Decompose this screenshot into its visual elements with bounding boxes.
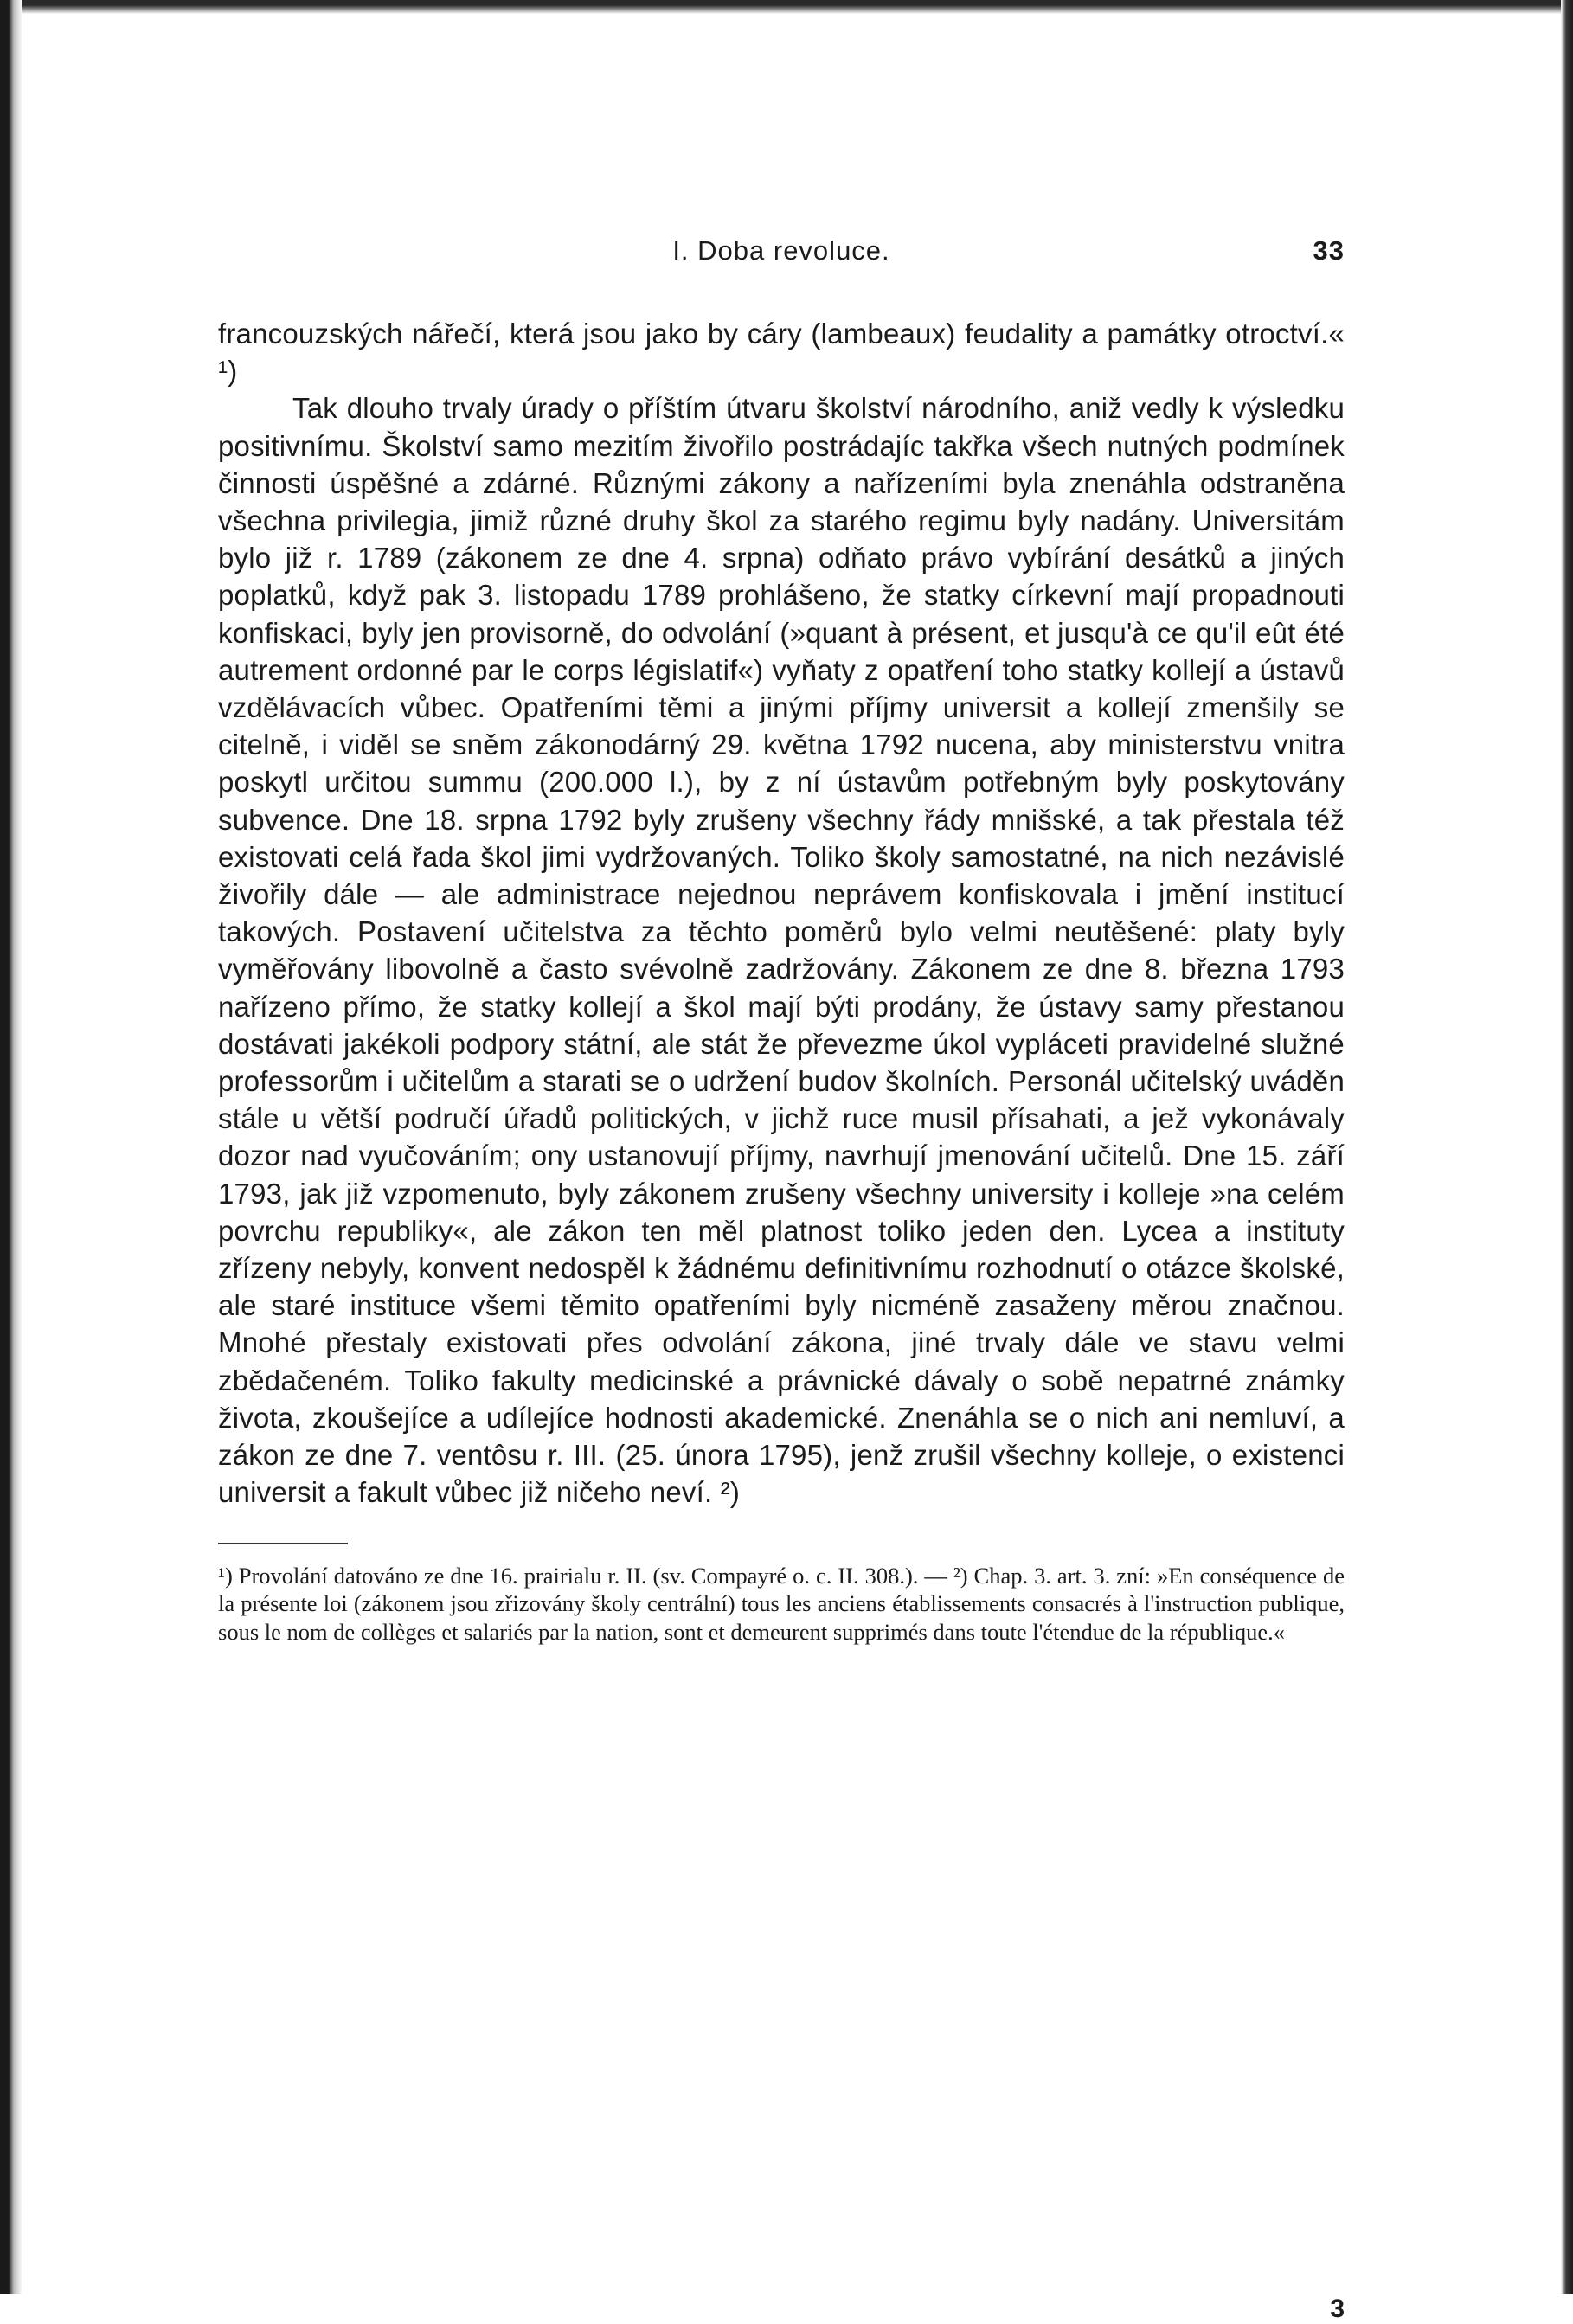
paragraph-main: Tak dlouho trvaly úrady o příštím útvaru školství národního, aniž vedly k výsledku positivnímu. Školství samo mezitím živořilo postrádajíc takřka všech nutných podmínek činnosti úspěšné a zdárné. Různými zákony a nařízeními byla znenáhla odstraněna všechna privilegia, jimiž různé druhy škol za starého regimu byly nadány. Universitám bylo již r. 1789 (zákonem ze dne 4. srpna) odňato právo vybírání desátků a jiných poplatků, když pak 3. listopadu 1789 prohlášeno, že statky církevní mají propadnouti konfiskaci, byly jen provisorně, do odvolání (»quant à présent, et jusqu'à ce qu'il eût été autrement ordonné par le corps législatif«) vyňaty z opatření toho statky kollejí a ústavů vzdělávacích vůbec. Opatřeními těmi a jinými příjmy universit a kollejí zmenšily se citelně, i viděl se sněm zákonodárný 29. května 1792 nucena, aby ministerstvu vnitra poskytl určitou summu (200.000 l.), by z ní ústavům potřebným byly poskytovány subvence. Dne 18. srpna 1792 byly zrušeny všechny řády mnišské, a tak přestala též existovati celá řada škol jimi vydržovaných. Toliko školy samostatné, na nich nezávislé živořily dále — ale administrace nejednou neprávem konfiskovala i jmění institucí takových. Postavení učitelstva za těchto poměrů bylo velmi neutěšené: platy byly vyměřovány libovolně a často svévolně zadržovány. Zákonem ze dne 8. března 1793 nařízeno přímo, že statky kollejí a škol mají býti prodány, že ústavy samy přestanou dostávati jakékoli podpory státní, ale stát že převezme úkol vypláceti pravidelné služné professorům i učitelům a starati se o udržení budov školních. Personál učitelský uváděn stále u větší područí úřadů politických, v jichž ruce musil přísahati, a jež vykonávaly dozor nad vyučováním; ony ustanovují příjmy, navrhují jmenování učitelů. Dne 15. září 1793, jak již vzpomenuto, byly zákonem zrušeny všechny university i kolleje »na celém povrchu republiky«, ale zákon ten měl platnost toliko jeden den. Lycea a instituty zřízeny nebyly, konvent nedospěl k žádnému definitivnímu rozhodnutí o otázce školské, ale staré instituce všemi těmito opatřeními byly nicméně zasaženy měrou značnou. Mnohé přestaly existovati přes odvolání zákona, jiné trvaly dále ve stavu velmi zbědačeném. Toliko fakulty medicinské a právnické dávaly o sobě nepatrné známky života, zkoušejíce a udílejíce hodnosti akademické. Znenáhla se o nich ani nemluví, a zákon ze dne 7. ventôsu r. III. (25. února 1795), jenž zrušil všechny kolleje, o existenci universit a fakult vůbec již ničeho neví. ²): [218, 392, 1345, 1509]
footnotes: [218, 1562, 1345, 1647]
scan-border-right: [1561, 0, 1573, 2294]
signature-mark: 3: [1330, 2295, 1345, 2323]
footnote-text: ¹) Provolání datováno ze dne 16. prairialu r. II. (sv. Compayré o. c. II. 308.). — ²) Chap. 3. art. 3. zní: »En conséquence de la présente loi (zákonem jsou zřizovány školy centrální) tous les anciens établissements consacrés à l'instruction publique, sous le nom de collèges et salariés par la nation, sont et demeurent supprimés dans toute l'étendue de la république.«: [218, 1562, 1345, 1645]
running-head: [218, 235, 1345, 270]
running-title: I. Doba revoluce.: [672, 235, 890, 266]
body-text: [218, 315, 1345, 1512]
footnote-rule: [218, 1543, 348, 1544]
book-page: [218, 235, 1345, 2323]
paragraph-continuation: francouzských nářečí, která jsou jako by cáry (lambeaux) feudality a památky otroctví.« ¹): [218, 318, 1345, 388]
page-number: 33: [1313, 235, 1345, 266]
scan-border-top: [0, 0, 1573, 14]
scan-border-left: [0, 0, 22, 2294]
